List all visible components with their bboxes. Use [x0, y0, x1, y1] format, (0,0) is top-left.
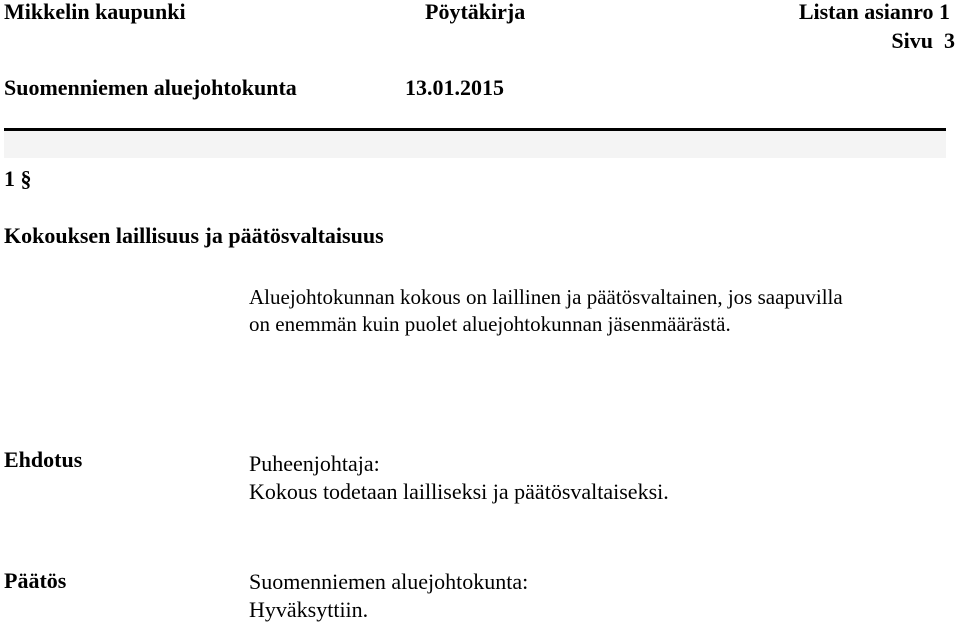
- decision-line: Suomenniemen aluejohtokunta:: [249, 569, 529, 594]
- section-title: Kokouksen laillisuus ja päätösvaltaisuus: [4, 223, 384, 248]
- proposal-label: Ehdotus: [4, 447, 83, 472]
- header-divider: [4, 128, 946, 158]
- meeting-date: 13.01.2015: [405, 75, 504, 100]
- decision-label: Päätös: [4, 568, 67, 593]
- proposal-line: Puheenjohtaja:: [249, 451, 380, 476]
- decision-line: Hyväksyttiin.: [249, 597, 369, 622]
- section-body-line: on enemmän kuin puolet aluejohtokunnan jäsenmäärästä.: [249, 312, 731, 336]
- header-rule-line: [4, 128, 946, 131]
- proposal-line: Kokous todetaan lailliseksi ja päätösvaltaiseksi.: [249, 479, 669, 504]
- document-type: Pöytäkirja: [425, 0, 526, 24]
- section-body: [249, 284, 843, 338]
- decision-text: [249, 568, 528, 624]
- list-item-number: Listan asianro 1: [798, 0, 950, 24]
- organization-name: Mikkelin kaupunki: [4, 0, 186, 24]
- proposal-text: [249, 450, 669, 506]
- page-number: Sivu 3: [891, 28, 955, 53]
- section-number: 1 §: [4, 166, 32, 191]
- section-body-line: Aluejohtokunnan kokous on laillinen ja päätösvaltainen, jos saapuvilla: [249, 285, 843, 309]
- committee-name: Suomenniemen aluejohtokunta: [4, 75, 297, 100]
